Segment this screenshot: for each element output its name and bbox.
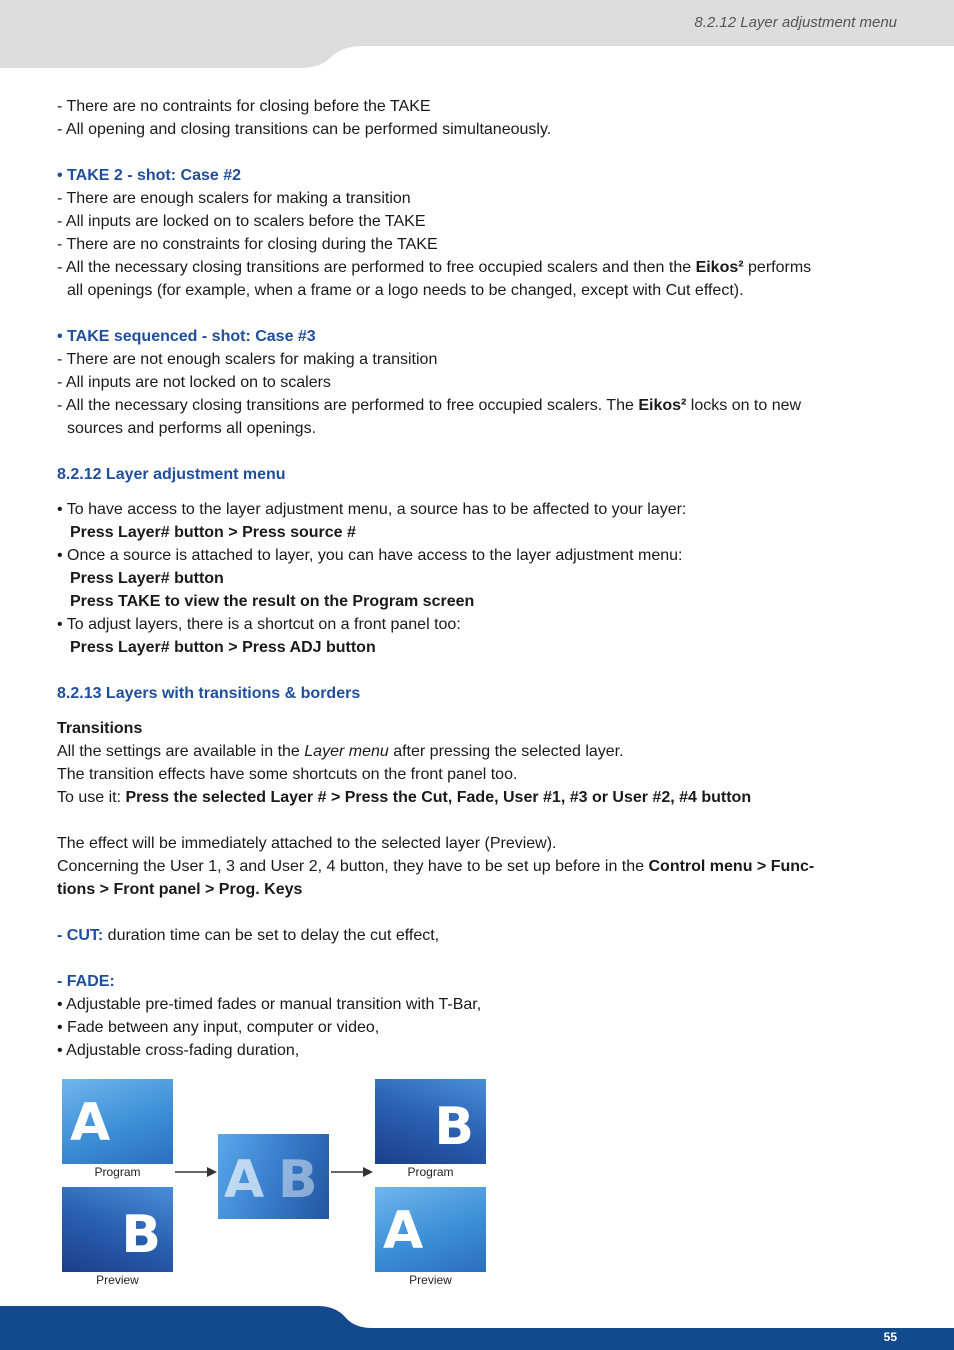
program-tile-a: [62, 1079, 173, 1164]
preview-caption: Preview: [409, 1273, 452, 1287]
cut-line: - CUT: duration time can be set to delay the cut effect,: [57, 927, 440, 944]
arrow-right-icon: [174, 1165, 218, 1179]
paragraph-line: The transition effects have some shortcuts on the front panel too.: [57, 766, 518, 783]
preview-caption: Preview: [96, 1273, 139, 1287]
instruction: Press TAKE to view the result on the Program screen: [70, 593, 475, 610]
case3-heading: • TAKE sequenced - shot: Case #3: [57, 328, 316, 345]
section-heading-transitions-borders: 8.2.13 Layers with transitions & borders: [57, 685, 361, 702]
fade-item: • Adjustable pre-timed fades or manual transition with T-Bar,: [57, 996, 482, 1013]
crossfade-tile: [218, 1134, 329, 1219]
transition-diagram: [0, 1070, 954, 1300]
header-title: 8.2.12 Layer adjustment menu: [694, 14, 897, 31]
instruction: Press Layer# button > Press source #: [70, 524, 356, 541]
case2-last-line: - All the necessary closing transitions are performed to free occupied scalers and then the Eikos² performs: [57, 259, 812, 276]
instruction: Press Layer# button: [70, 570, 224, 587]
bullet-item: • To have access to the layer adjustment menu, a source has to be affected to your layer:: [57, 501, 687, 518]
paragraph-line: The effect will be immediately attached to the selected layer (Preview).: [57, 835, 557, 852]
transitions-title: Transitions: [57, 720, 143, 737]
case2-line: - There are enough scalers for making a transition: [57, 190, 411, 207]
fade-item: • Adjustable cross-fading duration,: [57, 1042, 300, 1059]
case3-line: - All inputs are not locked on to scalers: [57, 374, 331, 391]
tile-letter-a: A: [224, 1150, 265, 1210]
page-number: 55: [883, 1330, 897, 1344]
bullet-item: • Once a source is attached to layer, you can have access to the layer adjustment menu:: [57, 547, 683, 564]
paragraph-line: To use it: Press the selected Layer # > Press the Cut, Fade, User #1, #3 or User #2, #4 button: [57, 789, 752, 806]
tile-letter-b: B: [434, 1097, 474, 1157]
instruction: Press Layer# button > Press ADJ button: [70, 639, 376, 656]
program-caption: Program: [94, 1165, 141, 1179]
arrow-right-icon: [330, 1165, 374, 1179]
case3-last-line: - All the necessary closing transitions are performed to free occupied scalers. The Eikos² locks on to new: [57, 397, 802, 414]
tile-letter-a: A: [383, 1201, 424, 1261]
preview-tile-a: [375, 1187, 486, 1272]
tile-letter-b: B: [278, 1150, 318, 1210]
case3-line: - There are not enough scalers for making a transition: [57, 351, 438, 368]
main-content: [57, 95, 897, 1062]
paragraph-line: tions > Front panel > Prog. Keys: [57, 881, 303, 898]
paragraph-line: Concerning the User 1, 3 and User 2, 4 button, they have to be set up before in the Control menu > Func-: [57, 858, 815, 875]
program-tile-b: [375, 1079, 486, 1164]
bullet-item: • To adjust layers, there is a shortcut on a front panel too:: [57, 616, 461, 633]
case2-line: - All inputs are locked on to scalers before the TAKE: [57, 213, 426, 230]
section-heading-layer-adjustment: 8.2.12 Layer adjustment menu: [57, 466, 286, 483]
tile-letter-a: A: [70, 1093, 111, 1153]
preview-tile-b: [62, 1187, 173, 1272]
case3-last-cont: sources and performs all openings.: [67, 420, 317, 437]
intro-line: - All opening and closing transitions can be performed simultaneously.: [57, 121, 552, 138]
footer-bar: [0, 1300, 954, 1350]
header-bar: [0, 0, 954, 68]
fade-heading: - FADE:: [57, 973, 115, 990]
fade-item: • Fade between any input, computer or video,: [57, 1019, 380, 1036]
intro-line: - There are no contraints for closing before the TAKE: [57, 98, 431, 115]
case2-heading: • TAKE 2 - shot: Case #2: [57, 167, 242, 184]
case2-last-cont: all openings (for example, when a frame or a logo needs to be changed, except with Cut effect).: [67, 282, 744, 299]
paragraph-line: All the settings are available in the Layer menu after pressing the selected layer.: [57, 743, 624, 760]
program-caption: Program: [407, 1165, 454, 1179]
case2-line: - There are no constraints for closing during the TAKE: [57, 236, 438, 253]
tile-letter-b: B: [121, 1205, 161, 1265]
